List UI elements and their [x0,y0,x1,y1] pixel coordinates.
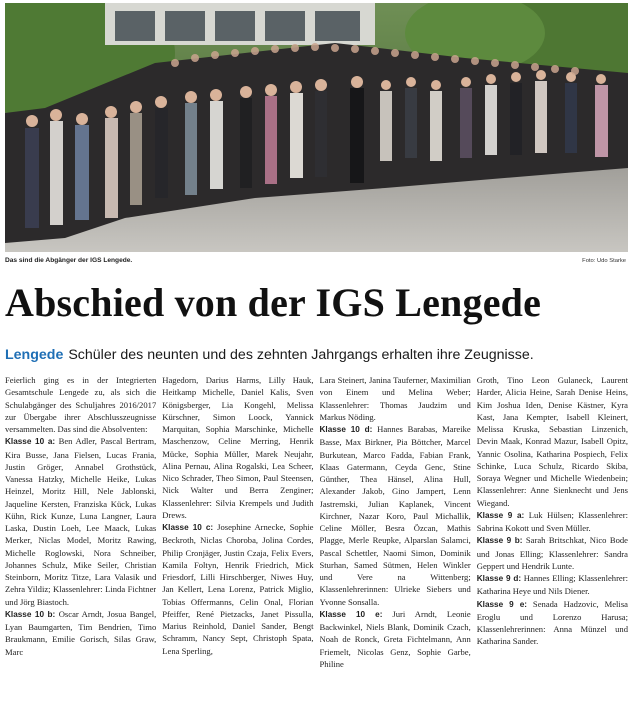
article-column-3 [320,374,471,700]
group-photo-image [5,3,628,252]
class-names: Hagedorn, Darius Harms, Lilly Hauk, Heitkamp Michelle, Daniel Kalis, Sven Königsberger, Lia Kongehl, Melissa Kürschner, Simon Loock, Yannick Marquitan, Sophia Marschinke, Michelle Maschenzow, Celine Merring, Henrik Mücke, Sophia Müller, Marek Neujahr, Alina Pernau, Alina Rogalski, Lea Scheer, Nico Schrader, Theo Simon, Paul Steensen, Nick Walter und Berra Zenginer; Klassenlehrer: Silvia Krempels und Judith Drews. [162,375,314,520]
class-paragraph [162,521,313,657]
class-names: Sarah Britschkat, Nico Bode und Jonas Elling; Klassenlehrer: Sandra Geppert und Hendrik Lunte. [476,535,628,571]
photo-caption: Das sind die Abgänger der IGS Lengede. [5,257,133,264]
article-column-2 [162,374,313,700]
class-paragraph [320,608,471,670]
class-paragraph [320,374,471,423]
class-names: Ben Adler, Pascal Bertram, Kira Busse, Jana Fielsen, Lucas Frania, Justin Gröger, Annabel Grothstück, Vanessa Hatzky, Michelle Heike, Lukas Heinzel, Moritz Hill, Nele Jablonski, Jaqueline Kersten, Franziska Kück, Lukas Kühn, Rick Kunze, Luna Langner, Laura Laska, Dustin Loeh, Lee Maack, Lukas Merker, Niclas Model, Moritz Rawing, Michelle Roglowski, Nora Schneiber, Johannes Schulz, Mike Seiler, Christian Steinborn, Moritz Titze, Lara Valasik und Zehra Yildiz; Klassenlehrer: Linda Fichtner und Jörg Biastoch. [5,436,157,607]
class-paragraph [477,598,628,648]
class-names: Oscar Arndt, Josua Bangel, Lyan Baumgarten, Tim Bendrien, Timo Braukmann, Emilie Gorisch, Silas Graw, Marc [5,608,157,657]
class-label: Klasse 10 b: [5,609,56,619]
subheadline [5,345,534,365]
class-names: Hannes Elling; Klassenlehrer: Katharina Heye und Nils Diener. [476,573,628,597]
intro-paragraph: Feierlich ging es in der Integrierten Gesamtschule Lengede zu, als sich die Schulabgänger des Schuljahres 2016/2017 zur Übergabe ihrer Abschlusszeugnisse versammelten. Das sind die Absolventen: [5,375,157,434]
class-names: Lara Steinert, Janina Tauferner, Maximilian von Einem und Melina Weber; Klassenlehrer: Thomas Jaudzim und Markus Nöding. [319,375,471,422]
class-names: Juri Arndt, Leonie Backwinkel, Niels Blank, Dominik Czach, Noah de Ronck, Greta Fichtelmann, Ann Friemelt, Nicolas Genz, Sophie Garbe, Philine [319,608,471,669]
class-label: Klasse 10 c: [162,523,214,532]
article-body [5,374,628,700]
class-paragraph [477,572,628,598]
class-label: Klasse 10 e: [319,609,383,619]
class-paragraph [320,423,471,608]
class-label: Klasse 9 e: [476,599,528,609]
class-label: Klasse 10 a: [5,437,56,447]
class-names: Groth, Tino Leon Gulaneck, Laurent Harder, Alicia Heine, Sarah Denise Heins, Kim Joshua Iden, Denise Kästner, Kyra Kast, Jana Kempter, Isabell Kleinert, Melissa Kruska, Sebastian Linzenich, Devin Maak, Konrad Mazur, Isabell Opitz, Yannic Osolina, Katharina Pospiech, Felix Schinke, Luca Schulz, Ricardo Skiba, Soraya Wegner und Michelle Wiedenbein; Klassenlehrer: Anne Sienknecht und Jens Wiegand. [476,375,628,508]
class-label: Klasse 9 b: [476,536,523,546]
group-photo [5,3,628,252]
class-paragraph [5,608,156,658]
class-names: Hannes Barabas, Mareike Basse, Max Birkner, Pia Böttcher, Marcel Burkutean, Marco Fadda, Fabian Frank, Klaas Gatermann, Ceyda Genc, Stine Günther, Thea Hänsel, Alina Hull, Alexander Jakob, Gino Jampert, Lenn Jastremski, Julian Kaplanek, Vincent Kirchner, Nazar Koro, Paul Michallik, Celine Möller, Besra Özcan, Mathis Plagge, Merle Reupke, Alparslan Salamci, Pascal Schettler, Naomi Simon, Dominik Sturhan, Samed Sütmen, Helen Winkler und Vere na Wittenberg; Klassenlehrerinnen: Ulrieke Siebers und Yvonne Sonsalla. [319,424,471,607]
class-label: Klasse 9 d: [476,574,522,583]
class-names: Senada Hadzovic, Melisa Eroglu und Lorenzo Harusa; Klassenlehrerinnen: Anna Münzel und Katharina Sander. [476,598,628,647]
article-column-1 [5,374,156,700]
class-paragraph [477,509,628,535]
class-names: Luk Hülsen; Klassenlehrer: Sabrina Kokott und Sven Müller. [476,509,628,533]
subheadline-text: Schüler des neunten und des zehnten Jahrgangs erhalten ihre Zeugnisse. [68,347,534,363]
class-paragraph [477,534,628,572]
class-paragraph [477,374,628,509]
class-paragraph [5,435,156,608]
class-label: Klasse 9 a: [476,510,525,520]
class-names: Josephine Arnecke, Sophie Beckroth, Niclas Choroba, Jolina Cordes, Philip Cronjäger, Justin Czaja, Felix Evers, Kamila Foltyn, Henrik Friedrich, Mick Friesdorf, Lilli Hirschberger, Niwes Huy, Jan Kellert, Lena Lorenz, Patrick Miglio, Tobias Offermanns, Celin Onal, Florian Pfeiffer, René Pietzacks, Janet Pissulla, Marius Reinhold, Daniel Sander, Bengt Schramm, Nancy Sept, Christoph Spata, Lena Sperling, [162,522,314,656]
article-column-4 [477,374,628,700]
dateline-place: Lengede [5,347,64,363]
headline: Abschied von der IGS Lengede [5,280,542,325]
class-label: Klasse 10 d: [319,425,373,434]
class-paragraph [162,374,313,521]
photo-credit: Foto: Udo Starke [582,258,626,264]
